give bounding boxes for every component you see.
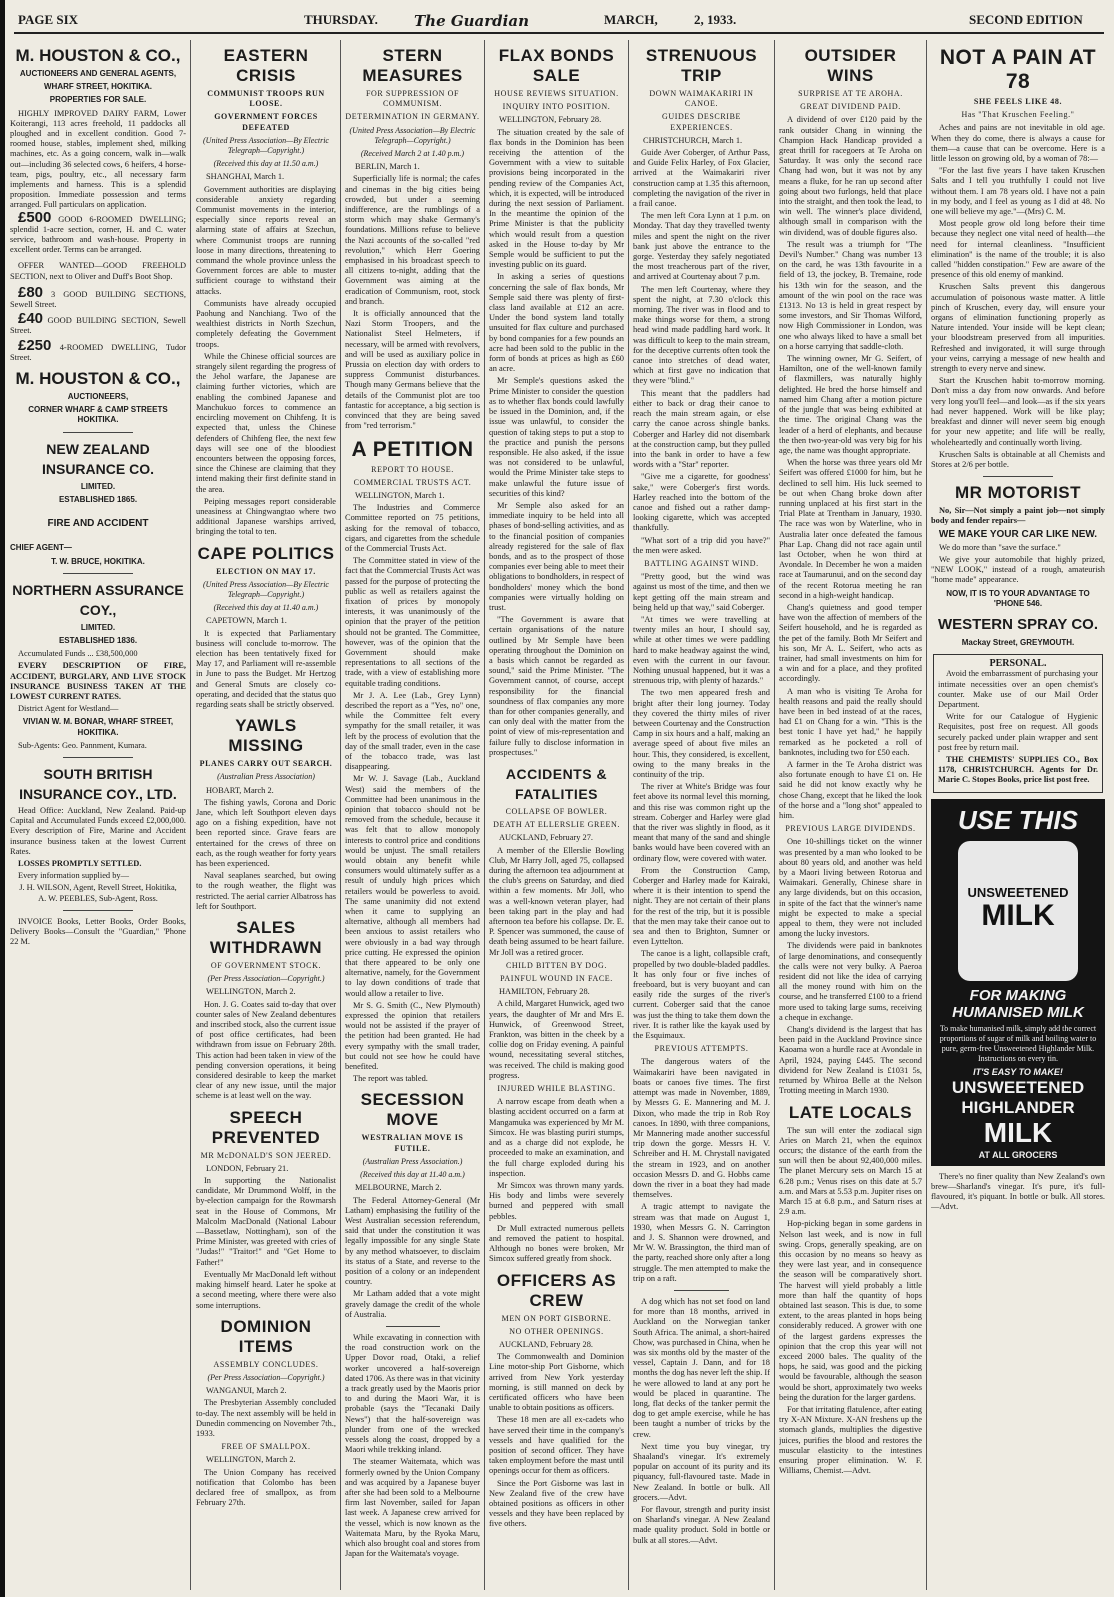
paragraph: Mr Latham added that a vote might gravely damage the credit of the whole of Australia. (345, 1289, 480, 1319)
ad-text: Head Office: Auckland, New Zealand. Paid-up Capital and Accumulated Funds exceed £2,000,000. Every description of Fire, Marine and Accident insurance business taken at the lowest Current Rates. (10, 805, 186, 856)
ad-paragraph: Kruschen Salts prevent this dangerous accumulation of poisonous waste matter. A little pinch of Kruschen, every day, will ensure your organs of elimination functioning properly as Nature intended. Your inside will be kept clean; your bloodstream preserved from all impurities. Refreshed and invigorated, it will surge through your veins, carrying a message of new health and strength to every nerve and sinew. (931, 282, 1105, 374)
headline: OFFICERS AS CREW (496, 1270, 617, 1310)
ad-firm-name: SOUTH BRITISH INSURANCE COY., LTD. (19, 765, 177, 802)
ad-agent-name: T. W. BRUCE, HOKITIKA. (51, 556, 145, 566)
paragraph: Mr Semple also asked for an immediate inquiry to be held into all phases of bond-selling activities, and as to the financial position of companies already registered for the sale of flax bonds, and as to the prospect of those companies ever being able to meet their obligations to bondholders, in respect of bondholders' money which the bond companies were virtually holding on trust. (489, 500, 624, 612)
divider (63, 910, 133, 911)
dateline: SHANGHAI, March 1. (206, 172, 285, 182)
ad-listing (10, 283, 186, 310)
paragraph: A tragic attempt to navigate the stream was that made on August 1, 1930, when Messrs G. N. Carrington and J. S. Shannon were drowned, and Mr W. W. Brassington, the third man of the party, reached shore only after a long struggle. The men attempted to make the trip on a raft. (633, 1202, 770, 1283)
headline: CAPE POLITICS (197, 543, 335, 563)
paragraph: The report was tabled. (353, 1074, 428, 1084)
column-news-6 (779, 40, 922, 1590)
subheading: ASSEMBLY CONCLUDES. (213, 1359, 319, 1369)
dateline: HOBART, March 2. (206, 785, 274, 795)
paragraph: Next time you buy vinegar, try Shaaland's vinegar. It's extremely popular on account of its purity and its piquancy, full-flavoured taste. Made in New Zealand. In bottle or bulk. All grocers.—Advt. (633, 1441, 770, 1502)
received-line: (Received this day at 11.40 a.m.) (360, 1170, 465, 1180)
ad-headline: NOT A PAIN AT 78 (939, 46, 1097, 93)
headline: FLAX BONDS SALE (498, 46, 615, 85)
ad-firm-subtitle: LIMITED. (80, 622, 116, 632)
paragraph: The Presbyterian Assembly concluded to-day. The next assembly will be held in Dunedin commencing on November 7th., 1933. (196, 1398, 336, 1438)
ad-agent-label: District Agent for Westland— (18, 704, 119, 714)
subheading: INQUIRY INTO POSITION. (502, 102, 611, 112)
subheading: INJURED WHILE BLASTING. (497, 1084, 616, 1094)
masthead-paper-title: The Guardian (414, 12, 529, 30)
paragraph: The Federal Attorney-General (Mr Latham) emphasising the futility of the West Australian secession referendum, said that under the constitution it was legally impossible for any single State by any method whatsoever, to disclaim its status of a State, and reverse to the position of a colony or an independent country. (345, 1195, 480, 1287)
paragraph: The Commonwealth and Dominion Line motor-ship Port Gisborne, which arrived from New York yesterday morning, is still manned on deck by certificated officers who have been unable to obtain positions as officers. (489, 1352, 624, 1413)
subheading: SURPRISE AT TE AROHA. (798, 89, 903, 98)
ad-paragraph: THE CHEMISTS' SUPPLIES CO., Box 1178, CHRISTCHURCH. Agents for Dr. Marie C. Stopes Books, price list post free. (938, 754, 1098, 785)
ad-text: GOOD BUILDING SECTION, Sewell Street. (10, 316, 186, 336)
paragraph: A member of the Ellerslie Bowling Club, Mr Harry Joll, aged 75, collapsed during the afternoon tea adjournment at the club's greens on Saturday, and died within a few moments. Mr Joll, who was a well-known veteran player, had been taking part in the play and had afternoon tea before his collapse. Dr. E. P. Spencer was summoned, the cause of death being assumed to be heart failure. Mr Joll was a retired grocer. (489, 845, 624, 957)
headline: OUTSIDER WINS (804, 46, 897, 85)
subheading: GREAT DIVIDEND PAID. (800, 102, 901, 112)
subheading: FOR SUPPRESSION OF COMMUNISM. (365, 89, 460, 109)
dateline: MELBOURNE, March 2. (355, 1183, 442, 1193)
masthead-edition: SECOND EDITION (969, 12, 1083, 27)
column-classifieds (10, 40, 186, 1590)
column-rule (484, 40, 485, 1590)
paragraph: Mr J. A. Lee (Lab., Grey Lynn) described the report as a "Yes, no" one, while the Committee felt every sympathy for the small retailer, it was left by the process of evolution that the day of the small trader, even in the case of the tobacco trade, was last disappearing. (345, 690, 480, 772)
ad-tagline: NOW, IT IS TO YOUR ADVANTAGE TO 'PHONE 546. (946, 588, 1090, 608)
ad-firm-subtitle: AUCTIONEERS AND GENERAL AGENTS, (19, 69, 177, 78)
ad-price: £250 (18, 336, 52, 354)
ad-subheading: Has "That Kruschen Feeling." (961, 110, 1075, 120)
paragraph: The two men appeared fresh and bright after their long journey. Today they covered the thirty miles of river between Courtenay and the Construction Camp in six hours and a half, making an average speed of about five miles an hour. This, they considered, is excellent, owing to the many breaks in the continuity of the trip. (633, 688, 770, 779)
ad-firm-name: M. HOUSTON & CO., (15, 369, 181, 389)
ad-firm-name: NEW ZEALAND INSURANCE CO. (41, 440, 154, 477)
paragraph: Mr Simcox was thrown many yards. His body and limbs were severely burned and peppered with small pebbles. (489, 1180, 624, 1221)
milk-tin-image (958, 841, 1078, 981)
subheading: MEN ON PORT GISBORNE. (501, 1313, 612, 1323)
ad-text: INVOICE Books, Letter Books, Order Books, Delivery Books—Consult the "Guardian," 'Phone 22 M. (10, 916, 186, 947)
paragraph: From the Construction Camp, Coberger and Harley made for Kairaki, where it is their intention to spend the night. They are not certain of their plans for the rest of the trip, but it is possible that the men may take their canoe out to sea and then to Brighton, Sumner or even Lyttelton. (633, 865, 770, 947)
ad-text: Accumulated Funds ... £38,500,000 (18, 649, 138, 659)
brand-name: MILK (983, 1116, 1053, 1148)
ad-slogan: FOR MAKING HUMANISED MILK (952, 986, 1084, 1021)
ad-text: GOOD 6-ROOMED DWELLING; splendid 1-acre section, corner, H. and C. water service, bathroom and wash-house. Property in excellent order. Terms can be arranged. (10, 214, 186, 255)
divider (63, 432, 133, 433)
paragraph: Naval seaplanes searched, but owing to the rough weather, the flight was restricted. The aerial carrier Albatross has left for Southport. (196, 871, 336, 911)
dateline: WELLINGTON, March 1. (355, 490, 445, 500)
dateline: AUCKLAND, February 28. (499, 1339, 593, 1349)
paragraph: The dangerous waters of the Waimakariri have been navigated in boats or canoes five times. The first attempt was made in November, 1889, by Messrs G. E. Mannering and M. J. Dixon, who made the trip in Rob Roy canoes. In 1890, with three companions, Mr Mannering made another successful trip down the gorge. Messrs H. V. Schreiber and H. M. Chrystall navigated the stream in 1923, and on another occasion Messrs D. and G. Hobbs came down the river in a boat they had made themselves. (633, 1057, 770, 1200)
ad-paragraph: "For the last five years I have taken Kruschen Salts and I tell you truthfully I could not live without them. I am 78 years old. I have not a pain in my body, and I feel as young as I did at 48. No one will believe my age."—(Mrs) C. M. (931, 166, 1105, 217)
ad-firm-name: NORTHERN ASSURANCE COY., (12, 581, 184, 618)
dateline: WANGANUI, March 2. (206, 1386, 287, 1396)
ad-headline: MR MOTORIST (954, 483, 1082, 503)
ad-firm-name: M. HOUSTON & CO., (15, 46, 181, 65)
subheading: DOWN WAIMAKARIRI IN CANOE. (649, 89, 754, 109)
ad-agent-name: VIVIAN W. M. BONAR, WHARF STREET, HOKITIKA. (22, 717, 174, 737)
subheading: HOUSE REVIEWS SITUATION. (494, 89, 619, 98)
credit-line: (United Press Association—By Electric Telegraph—Copyright.) (203, 579, 329, 599)
headline: STRENUOUS TRIP (645, 46, 758, 85)
paragraph: A child, Margaret Hunwick, aged two years, the daughter of Mr and Mrs E. Hunwick, of Greenwood Street, Frankton, was bitten in the cheek by a collie dog on Friday evening. A painful wound, necessitating several stitches, was received. The child is making good progress. (489, 999, 624, 1080)
headline: A PETITION (351, 437, 474, 461)
paragraph: Mr S. G. Smith (C., New Plymouth) expressed the opinion that retailers would not be assisted if the prayer of the petition had been granted. He had every sympathy with the small trader, but could not see how he could have benefited. (345, 1000, 480, 1072)
credit-line: (United Press Association—By Electric Telegraph—Copyright.) (349, 125, 476, 145)
tin-label-text: UNSWEETENED (967, 885, 1069, 901)
received-line: (Received this day at 11.40 a.m.) (213, 603, 319, 613)
dateline: CAPETOWN, March 1. (206, 616, 287, 626)
credit-line: (Per Press Association—Copyright.) (207, 1372, 325, 1382)
paragraph: A dog which has not set food on land for more than 18 months, arrived in Auckland on the Norwegian tanker South Africa. The animal, a short-haired Chow, was purchased in China, when he was six months old by the master of the vessel, Captain J. Dann, and for 18 months the dog has never left the ship. If he were allowed to land at any port he would be placed in quarantine. The long, flat decks of the tanker permit the dog to get ample exercise, while he has been taught a number of tricks by the crew. (633, 1296, 770, 1439)
paragraph: The Committee stated in view of the fact that the Commercial Trusts Act was passed for the purpose of protecting the public as well as retailers against the fixation of prices by monopoly interests, it was unanimously of the opinion that the prayer of the petition should not be granted. The Committee, however, was of the opinion that the Government should make representations to all sections of the trade, with a view of establishing more equitable trading conditions. (345, 556, 480, 688)
ad-headline: PERSONAL. (989, 658, 1047, 670)
ad-paragraph: To make humanised milk, simply add the correct proportions of sugar of milk and boiling water to pure, germ-free Unsweetened Highlander Milk. Instructions on every tin. (939, 1023, 1097, 1064)
headline: LATE LOCALS (788, 1102, 913, 1122)
ad-tagline: IT'S EASY TO MAKE! (973, 1067, 1063, 1078)
column-news-4 (489, 40, 624, 1590)
ad-established: ESTABLISHED 1865. (58, 494, 138, 504)
ad-listing (10, 336, 186, 363)
paragraph: While the Chinese official sources are strangely silent regarding the progress of the Jehol warfare, the Japanese are claiming further victories, which are enabling the combined Japanese and Manchukuo forces to commence an encircling movement on Chihfeng. It is expected that, unless the Chinese defenders of Chihfeng flee, the next few days will see one of the bloodiest encounters between the opposing forces, since the Chinese are claiming that they intend making their first definite stand in the area. (196, 351, 336, 494)
ad-heading: PROPERTIES FOR SALE. (49, 95, 147, 105)
ad-paragraph: No, Sir—Not simply a paint job—not simply body and fender repairs— (931, 506, 1105, 526)
divider (983, 476, 1053, 477)
ad-tagline: AT ALL GROCERS (978, 1149, 1058, 1160)
headline: SECESSION MOVE (360, 1090, 465, 1130)
ad-subheading: SHE FEELS LIKE 48. (973, 97, 1063, 106)
dateline: WELLINGTON, February 28. (499, 115, 602, 125)
paragraph: A man who is visiting Te Aroha for health reasons and paid the really should have been in bed instead of at the races, had £1 on Chang for a win. "This is the best tonic I have yet had," he happily remarked as he pocketed a roll of banknotes, including two for £50 each. (779, 686, 922, 757)
headline: YAWLS MISSING (228, 716, 304, 756)
ad-text: LOSSES PROMPTLY SETTLED. (18, 858, 142, 868)
ad-price: £80 (18, 283, 44, 301)
paragraph: A narrow escape from death when a blasting accident occurred on a farm at Mangamuka was experienced by Mr M. Simcox. He was blasting puriri stumps, and as a charge did not explode, he proceeded to make an examination, and the full charge exploded during his inspection. (489, 1097, 624, 1178)
subheading: OF GOVERNMENT STOCK. (210, 961, 322, 971)
column-news-2 (196, 40, 336, 1590)
dateline: CHRISTCHURCH, March 1. (643, 135, 743, 145)
masthead-month: MARCH, (604, 12, 658, 27)
brand-name: HIGHLANDER (961, 1097, 1075, 1117)
paragraph: The canoe is a light, collapsible craft, propelled by two double-bladed paddles. It has only four or five inches of freeboard, but is very buoyant and can easily ride the surges of the river's current. Coberger said that the canoe was just the thing to take them down the river. It is rather like the kayak used by the Esquimaux. (633, 949, 770, 1041)
paragraph: Hon. J. G. Coates said to-day that over counter sales of New Zealand debentures and inscribed stock, also the current issue of post office certificates, had been withdrawn from issue on February 28th. This action had been taken in view of the pending conversion operations, it being considered desirable to keep the market clear of any new issue, until the major scheme is at least well on the way. (196, 999, 336, 1101)
column-news-5 (633, 40, 770, 1590)
paragraph: Superficially life is normal; the cafes and cinemas in the big cities being crowded, but under a seeming indifference, are the rumblings of a storm which may shake Germany's foundations. Millions refuse to believe the Nazi accounts of the so-called "red revolution," which Herr Goering emphasised in his broadcast speech to all citizens to-night, adding that the Government was aiming at the eradication of Communism, root, stock and branch. (345, 174, 480, 306)
column-rule (926, 40, 927, 1590)
paragraph: The result was a triumph for "The Devil's Number." Chang was number 13 on the card, he was 13th favourite in a field of 13, the jockey, B. Tremaine, rode his 13th win for the season, and the amount of the win pool on the race was £1313. No 13 is held in great respect by some investors, and Sir Thomas Wilford, now High Commissioner in London, was one who always liked to have a small bet on a horse carrying that saddle-cloth. (779, 239, 922, 351)
received-line: (Received this day at 11.50 a.m.) (213, 159, 319, 169)
paragraph: It is officially announced that the Nazi Storm Troopers, and the Nationalist Steel Helmeters, if necessary, will be armed with revolvers, and will be used as auxiliary police in Prussia on election day with orders to suppress Communist disturbances. Though many Germans believe that the details of the Communist plot are too fantastic for acceptance, a big section is convinced that they are being saved from "red terrorism." (345, 309, 480, 431)
paragraph: For that irritating flatulence, after eating try X-AN Mixture. X-AN freshens up the stomach glands, multiplies the digestive juices, purifies the blood and restores the muscular elasticity to the intestines ensuring proper elimination. W. F. Williams, Chemist.—Advt. (779, 1404, 922, 1476)
ad-firm-subtitle: AUCTIONEERS, (67, 392, 129, 402)
paragraph: Mr Semple's questions asked the Prime Minister to consider the question as to whether flax bonds could lawfully be issued in the Dominion, and, if the issue was unlawful, to consider the question of taking steps to put a stop to the practice and punish the persons responsible. He also asked, if the issue was not considered to be unlawful, would the Prime Minister take steps to make unlawful the future issue of securities of this kind? (489, 376, 624, 498)
ad-address: Mackay Street, GREYMOUTH. (961, 637, 1075, 647)
subheading: DEATH AT ELLERSLIE GREEN. (493, 820, 620, 830)
headline: SALES WITHDRAWN (209, 918, 323, 958)
paragraph: In supporting the Nationalist candidate, Mr Drummond Wolff, in the by-election campaign for the Rowmarsh seat in the House of Commons, Mr Malcolm MacDonald (National Labour—Bassetlaw, Nottingham), son of the Prime Minister, was greeted with cries of "Judas!" "Traitor!" and "Get Home to Father!" (196, 1176, 336, 1267)
ad-agent-label: CHIEF AGENT— (10, 543, 72, 553)
subheading: GUIDES DESCRIBE EXPERIENCES. (661, 112, 741, 132)
subheading: ELECTION ON MAY 17. (216, 566, 316, 576)
credit-line: (Australian Press Association.) (362, 1156, 463, 1166)
paragraph: Communists have already occupied Paohung and Nanchiang. Two of the wealthiest districts in North Szechun, completely defeating the Government troops. (196, 298, 336, 349)
paragraph: Guide Aver Coberger, of Arthur Pass, and Guide Felix Harley, of Fox Glacier, arrived at the Waimakariri river construction camp at 1.35 this afternoon, completing the navigation of the river in a frail canoe. (633, 148, 770, 209)
paragraph: Peiping messages report considerable uneasiness at Chingwangtao where two additional Japanese warships arrived, bringing the total to ten. (196, 496, 336, 537)
subheading: COLLAPSE OF BOWLER. (505, 807, 608, 816)
dateline: LONDON, February 21. (206, 1163, 289, 1173)
headline: STERN MEASURES (362, 46, 463, 85)
column-rule (190, 40, 191, 1590)
credit-line: (Australian Press Association) (217, 772, 315, 782)
paragraph: Hop-picking began in some gardens in Nelson last week, and is now in full swing. Crops, generally speaking, are on this occasion by no means so heavy as they were last year, and in consequence the season will be comparatively short. The harvest will yield probably a little more than half the quantity of hops obtained last season. This is due, to some extent, to the areas planted in hops being considerably reduced. A grower with one of the largest gardens expresses the opinion that the crop this year will not exceed 2000 bales. The quality of the hops, he said, was good and the picking would be favourable, although the season would be short, approximately two weeks being the duration for the larger gardens. (779, 1219, 922, 1402)
ad-address: CORNER WHARF & CAMP STREETS HOKITIKA. (28, 405, 168, 425)
paragraph: The sun will enter the zodiacal sign Aries on March 21, when the equinox occurs; the distance of the earth from the sun will then be about 92,400,000 miles. The planet Mercury sets on March 15 at 6.28 p.m.; Venus rises on this date at 5.7 a.m. and Mars at 5.53 p.m. Jupiter rises on March 15 at 6.8 p.m., and Saturn rises at 2.9 a.m. (779, 1125, 922, 1217)
paragraph: The men left Courtenay, where they spent the night, at 7.30 o'clock this morning. The river was in flood and to make things worse for them, a strong head wind made paddling hard work. It was difficult to keep to the main stream, for the deceptive currents often took the canoe into stretches of dead water, which at first gave no indication that they were "blind." (633, 284, 770, 386)
paragraph: The Industries and Commerce Committee reported on 75 petitions, asking for the removal of tobacco, cigars, and cigarettes from the schedule of the Commercial Trusts Act. (345, 503, 480, 553)
ad-address: WHARF STREET, HOKITIKA. (44, 82, 152, 92)
subheading: NO OTHER OPENINGS. (509, 1326, 604, 1336)
ad-text: 3 GOOD BUILDING SECTIONS, Sewell Street. (10, 289, 186, 310)
dateline: WELLINGTON, March 2. (206, 1455, 296, 1465)
ad-established: ESTABLISHED 1836. (58, 635, 138, 645)
tin-label-text: MILK (981, 898, 1055, 932)
ad-text: Sub-Agents: Geo. Pannment, Kumara. (18, 740, 147, 750)
ad-paragraph: Kruschen Salts is obtainable at all Chemists and Stores at 2/6 per bottle. (931, 449, 1105, 469)
divider (674, 1290, 729, 1291)
paragraph: These 18 men are all ex-cadets who have served their time in the company's vessels and have qualified for the position of second officer. They have taken employment before the mast until openings occur for them as officers. (489, 1415, 624, 1476)
page-number: PAGE SIX (18, 12, 79, 27)
paragraph: "What sort of a trip did you have?" the men were asked. (633, 535, 770, 555)
ad-slogan: USE THIS (958, 804, 1078, 835)
headline: SPEECH PREVENTED (211, 1107, 321, 1147)
subheading: REPORT TO HOUSE. (371, 464, 454, 474)
subheading: COMMERCIAL TRUSTS ACT. (353, 477, 472, 487)
ad-firm-subtitle: LIMITED. (80, 481, 116, 491)
masthead-day: THURSDAY. (304, 12, 378, 27)
received-line: (Received March 2 at 1.40 p.m.) (360, 149, 465, 159)
subheading: DETERMINATION IN GERMANY. (345, 112, 480, 122)
ad-paragraph: Write for our Catalogue of Hygienic Requisites, post free on request. All goods securely packed under plain wrapper and sent post free by return mail. (938, 712, 1098, 752)
column-rule (340, 40, 341, 1590)
column-rule (628, 40, 629, 1590)
paragraph: "At times we were travelling at twenty miles an hour, I should say, while at other times we were paddling hard to make headway against the wind, even with the current in our favour. Nothing unusual happened, but it was a strenuous trip, with plenty of hazards." (633, 614, 770, 686)
paragraph: The dividends were paid in banknotes of large denominations, and consequently the calls were not very bulky. A Paeroa resident did not like the idea of carrying all the money round with him on the course, and he transferred £100 to a friend more used to taking large sums, receiving a cheque in exchange. (779, 941, 922, 1022)
paragraph: Chang's dividend is the largest that has been paid in the Auckland Province since Kaoama won a hurdle race at Avondale in April, 1924, paying £445. The second dividend for New Zealand is £1031 5s, returned by Whiroa Belle at the Nelson Trotting meeting in March 1930. (779, 1025, 922, 1096)
ad-paragraph: Start the Kruschen habit to-morrow morning. Don't miss a day from now onwards. And before very long you'll feel—and look—as if the six years had never happened. Work will be like play; breakfast and dinner will never seem big enough for your new appetite; and life will be really, wholeheartedly and continually worth living. (931, 376, 1105, 447)
dateline: BERLIN, March 1. (355, 162, 420, 172)
headline: ACCIDENTS & FATALITIES (505, 766, 608, 802)
paragraph: The steamer Waitemata, which was formerly owned by the Union Company and was acquired by a Japanese buyer after she had been sold to a Melbourne firm last November, sailed for Japan last week. A Japanese crew arrived for the vessel, which is now known as the Waitemata Maru, by the Ryoka Maru, which also brought coal and stores from Japan for the Waitemata's voyage. (345, 1457, 480, 1559)
paragraph: The men left Cora Lynn at 1 p.m. on Monday. That day they travelled twenty miles and spent the night on the river bank just above the entrance to the gorge. Yesterday they safely negotiated the most treacherous part of the river, and arrived at Courtenay about 7 p.m. (633, 211, 770, 282)
paragraph: "The Government is aware that certain organisations of the nature outlined by Mr Semple have been operating throughout the Dominion on a basis which cannot be regarded as sound," said the Prime Minister. "The Government cannot, of course, accept responsibility for the financial soundness of flax companies any more than for other companies generally, and can only deal with the matter from the point of view of mis-representation and failure fully to disclose information in prospectuses." (489, 615, 624, 757)
ad-price: £500 (18, 208, 52, 226)
headline: DOMINION ITEMS (220, 1316, 312, 1356)
binding-edge (0, 0, 5, 1597)
paragraph: Government authorities are displaying considerable anxiety regarding Communist movements in the interior, especially since reports reveal an alarming state of affairs at Szechun, where Communist troops are running loose in many directions, threatening to command the whole province unless the Government forces are able to muster sufficient courage to withstand their attacks. (196, 184, 336, 296)
paragraph: For flavour, strength and purity insist on Sharland's vinegar. A New Zealand made quality product. Sold in bottle or bulk at all stores.—Advt. (633, 1505, 770, 1545)
ad-paragraph: Avoid the embarrassment of purchasing your intimate necessities over an open chemist's counter. Make use of our Mail Order Department. (938, 669, 1098, 709)
paragraph: The situation created by the sale of flax bonds in the Dominion has been receiving the attention of the Government with a view to suitable provisions being incorporated in the pending review of the Companies Act, which, it is expected, will be introduced during the next session of Parliament. In the meantime the opinion of the Prime Minister is that the publicity which would result from a question asked in the House to-day by Mr Semple would be sufficient to put the investing public on its guard. (489, 127, 624, 270)
credit-line: (United Press Association—By Electric Telegraph—Copyright.) (203, 135, 329, 156)
column-advertisements (931, 40, 1105, 1590)
ad-paragraph: Aches and pains are not inevitable in old age. When they do come, there is always a cause for them—a cause that can be overcome. Here is a little lesson on growing old, by a woman of 78:— (931, 123, 1105, 164)
column-news-3 (345, 40, 480, 1590)
ad-text: Every information supplied by— (18, 871, 129, 881)
paragraph: Chang's quietness and good temper have won the affection of members of the Seifert household, and he is regarded as the pet of the family. Both Mr Seifert and his son, Mr A. L. Seifert, who acts as trainer, had small investments on him for a win and for a place, and they profited accordingly. (779, 602, 922, 684)
credit-line: (Per Press Association—Copyright.) (207, 974, 325, 984)
divider (63, 757, 133, 758)
paragraph: "Pretty good, but the wind was against us most of the time, and then we kept getting off the main stream and being held up that way," said Coberger. (633, 572, 770, 612)
subheading: FREE OF SMALLPOX. (221, 1442, 311, 1452)
subheading: PREVIOUS ATTEMPTS. (654, 1044, 749, 1054)
dateline: WELLINGTON, March 2. (206, 987, 296, 997)
paragraph: Eventually Mr MacDonald left without making himself heard. Later he spoke at a second meeting, where there were also some interruptions. (196, 1269, 336, 1310)
ad-text: HIGHLY IMPROVED DAIRY FARM, Lower Koiterangi, 113 acres freehold, 11 paddocks all ploughed and in excellent condition. Good 7-roomed house, stables, implement shed, milking machines, etc. As a going concern, walk in—walk out—including 36 selected cows, 6 heifers, 4 horse-team, pigs, poultry, etc., all necessary farm implements and harness. This is a splendid proposition. Immediate possession and terms arranged. Full particulars on application. (10, 108, 186, 210)
paragraph: Dr Mull extracted numerous pellets and removed the patient to hospital. Although no bones were broken, Mr Simcox suffered greatly from shock. (489, 1223, 624, 1264)
milk-advertisement (931, 799, 1105, 1166)
column-rule (774, 40, 775, 1590)
dateline: AUCKLAND, February 27. (499, 833, 593, 843)
paragraph: One 10-shillings ticket on the winner was presented by a man who looked to be about 80 years old, and another was held by a Maori living between Rotorua and Waimakari. Generally, Chinese share in any large dividends, but on this occasion, in spite of the fact that the winner's name might be expected to make a special appeal to them, they were not included among the lucky investors. (779, 837, 922, 939)
brand-name: UNSWEETENED (951, 1077, 1085, 1097)
ad-agent-name: J. H. WILSON, Agent, Revell Street, Hokitika, (19, 883, 177, 893)
ad-firm-name: WESTERN SPRAY CO. (937, 615, 1099, 633)
paragraph: The Union Company has received notification that Colombo has been declared free of smallpox, as from February 27th. (196, 1467, 336, 1508)
ad-text: EVERY DESCRIPTION OF FIRE, ACCIDENT, BURGLARY, AND LIVE STOCK INSURANCE BUSINESS TAKEN AT THE LOWEST CURRENT RATES. (10, 661, 186, 701)
ad-agent-name: A. W. PEEBLES, Sub-Agent, Ross. (38, 893, 158, 903)
personal-ad-box (933, 654, 1103, 792)
ad-price: £40 (18, 310, 44, 328)
ad-text: 4-ROOMED DWELLING, Tudor Street. (10, 342, 186, 362)
paragraph: Mr W. J. Savage (Lab., Auckland West) said the members of the Committee had been unanimous in the opinion that tobacco should not be removed from the schedule, because it was felt that to allow monopoly interests to control price and conditions would be unjust. The small retailers would obtain any benefit while consumers would ultimately suffer as a result of unduly high prices which retailers would be powerless to avoid. The same unanimity did not extend when it came to supplying an alternative, although all members had been anxious to assist retailers who were obviously in a bad way through price cutting. He expressed the opinion that there appeared to be only one alternative, namely, for the Government to lay down conditions of trade that would allow a retailer to live. (345, 774, 480, 998)
ad-listing (10, 310, 186, 336)
paragraph: This meant that the paddlers had either to back or drag their canoe to reach the main stream again, or else carry the canoe across shingle banks. Coberger and Harley did not disembark at the construction camp, but they pulled into the bank in order to have a few words with a "Star" reporter. (633, 388, 770, 470)
subheading: COMMUNIST TROOPS RUN LOOSE. (207, 89, 325, 109)
masthead-date: 2, 1933. (694, 12, 737, 27)
subheading: PAINFUL WOUND IN FACE. (500, 974, 613, 984)
ad-paragraph: Most people grow old long before their time because they neglect one vital need of health—the need for internal cleanliness. "Insufficient elimination" is the name of the trouble; it is also called "hidden constipation." Few are aware of the presence of this old enemy of mankind. (931, 219, 1105, 280)
divider (63, 573, 133, 574)
masthead (14, 10, 1104, 34)
paragraph: In asking a series of questions concerning the sale of flax bonds, Mr Semple said there was plenty of first-class land available at £12 an acre. Under the bond system land totally unsuited for flax culture and purchased by bond companies for a few pounds an acre had been sold to the public in the form of bonds at prices as high as £60 an acre. (489, 272, 624, 374)
paragraph: It is expected that Parliamentary business will conclude to-morrow. The election has been tentatively fixed for May 17, and Parliament will re-assemble in June to pass the Budget. Mr Hertzog and General Smuts are closely co-operating, and decided that the status quo regarding seats shall be strictly observed. (196, 628, 336, 709)
subheading: PREVIOUS LARGE DIVIDENDS. (785, 824, 916, 834)
ad-heading: FIRE AND ACCIDENT (47, 518, 149, 530)
subheading: WESTRALIAN MOVE IS FUTILE. (361, 1133, 464, 1153)
paragraph: "Give me a cigarette, for goodness' sake," were Coberger's first words. Harley reached into the bottom of the canoe and fished out a rather damp-looking cigarette, which was accepted thankfully. (633, 472, 770, 533)
subheading: CHILD BITTEN BY DOG. (505, 960, 608, 970)
subheading: GOVERNMENT FORCES DEFEATED (214, 112, 318, 132)
paragraph: A dividend of over £120 paid by the rank outsider Chang in winning the Champion Hack Handicap provided a great thrill for racegoers at Te Aroha on Saturday. It was only the second race Chang had won, but it was not by any means a fluke, for he ran up second after going about two furlongs, held that place into the straight, and then took the lead, to win well. The winner's place dividend, although small in comparison with the win dividend, was of double figures also. (779, 115, 922, 237)
subheading: PLANES CARRY OUT SEARCH. (199, 759, 333, 769)
ad-paragraph: We give your automobile that highly prized, "NEW LOOK," instead of a rough, amateurish "home made" appearance. (931, 554, 1105, 585)
divider (386, 1326, 440, 1327)
paragraph: While excavating in connection with the road construction work on the Upper Dovor road, Otaki, a relief worker uncovered a half-sovereign dated 1706. As there was in that vicinity a track greatly used by the Maoris prior to and during the Maori War, it is probable (says the "Tecanaki Daily News") that the half-sovereign was plunder from one of the wrecked vessels along the coast, dropped by a Maori while trekking inland. (345, 1332, 480, 1455)
paragraph: The winning owner, Mr G. Seifert, of Hamilton, one of the well-known family of flaxmillers, was naturally highly delighted. He bred the horse himself and named him Chang after a motion picture of the jungle that was being exhibited at the time. The original Chang was the leader of a herd of elephants, and because the then two-year-old was very big for his age, the name was thought appropriate. (779, 354, 922, 455)
dateline: HAMILTON, February 28. (499, 987, 590, 997)
paragraph: The river at White's Bridge was four feet above its normal level this morning, and this rise was common right up the stream. Coberger and Harley were glad that the river was slightly in flood, as it meant that many of the sand and shingle banks would have been covered with an ordinary flow, were covered with water. (633, 782, 770, 863)
headline: EASTERN CRISIS (223, 46, 309, 85)
paragraph: Since the Port Gisborne was last in New Zealand five of the crew have obtained positions as officers in other vessels and they have been replaced by five others. (489, 1478, 624, 1529)
ad-tagline: WE MAKE YOUR CAR LIKE NEW. (938, 528, 1098, 540)
paragraph: When the horse was three years old Mr Seifert was offered £1000 for him, but he declined to sell him. His luck seemed to be out when Chang broke down after running unplaced at his first start in the Trial Plate at Trentham in January, 1930. The race was won by Waterline, who in Australia later once defeated the famous Phar Lap. Chang did not race again until last October, when he won third at Avondale. In December he won a maiden race at Taumarunui, and on the second day of the recent Rotorua meeting he ran second in a high-weight handicap. (779, 458, 922, 600)
ad-paragraph: We do more than "save the surface." (939, 542, 1061, 552)
subheading: BATTLING AGAINST WIND. (644, 558, 759, 568)
ad-text: OFFER WANTED—GOOD FREEHOLD SECTION, next to Oliver and Duff's Boot Shop. (10, 261, 186, 281)
ad-listing (10, 208, 186, 256)
paragraph: The fishing yawls, Corona and Doric Jane, which left Southport eleven days ago on a fishing expedition, have not been reported since. Grave fears are entertained for the crews of three on each, as the rough weather for forty years has been experienced. (196, 797, 336, 868)
paragraph: A farmer in the Te Aroha district was also fortunate enough to have £1 on. He said he did not know exactly why he chose Chang, except that he liked the look of the horse and a "long shot" appealed to him. (779, 760, 922, 821)
ad-paragraph: There's no finer quality than New Zealand's own brew—Sharland's vinegar. It's pure, it's full-flavoured, it's piquant. In bottle or bulk. All stores.—Advt. (931, 1171, 1105, 1212)
subheading: MR McDONALD'S SON JEERED. (200, 1150, 332, 1160)
